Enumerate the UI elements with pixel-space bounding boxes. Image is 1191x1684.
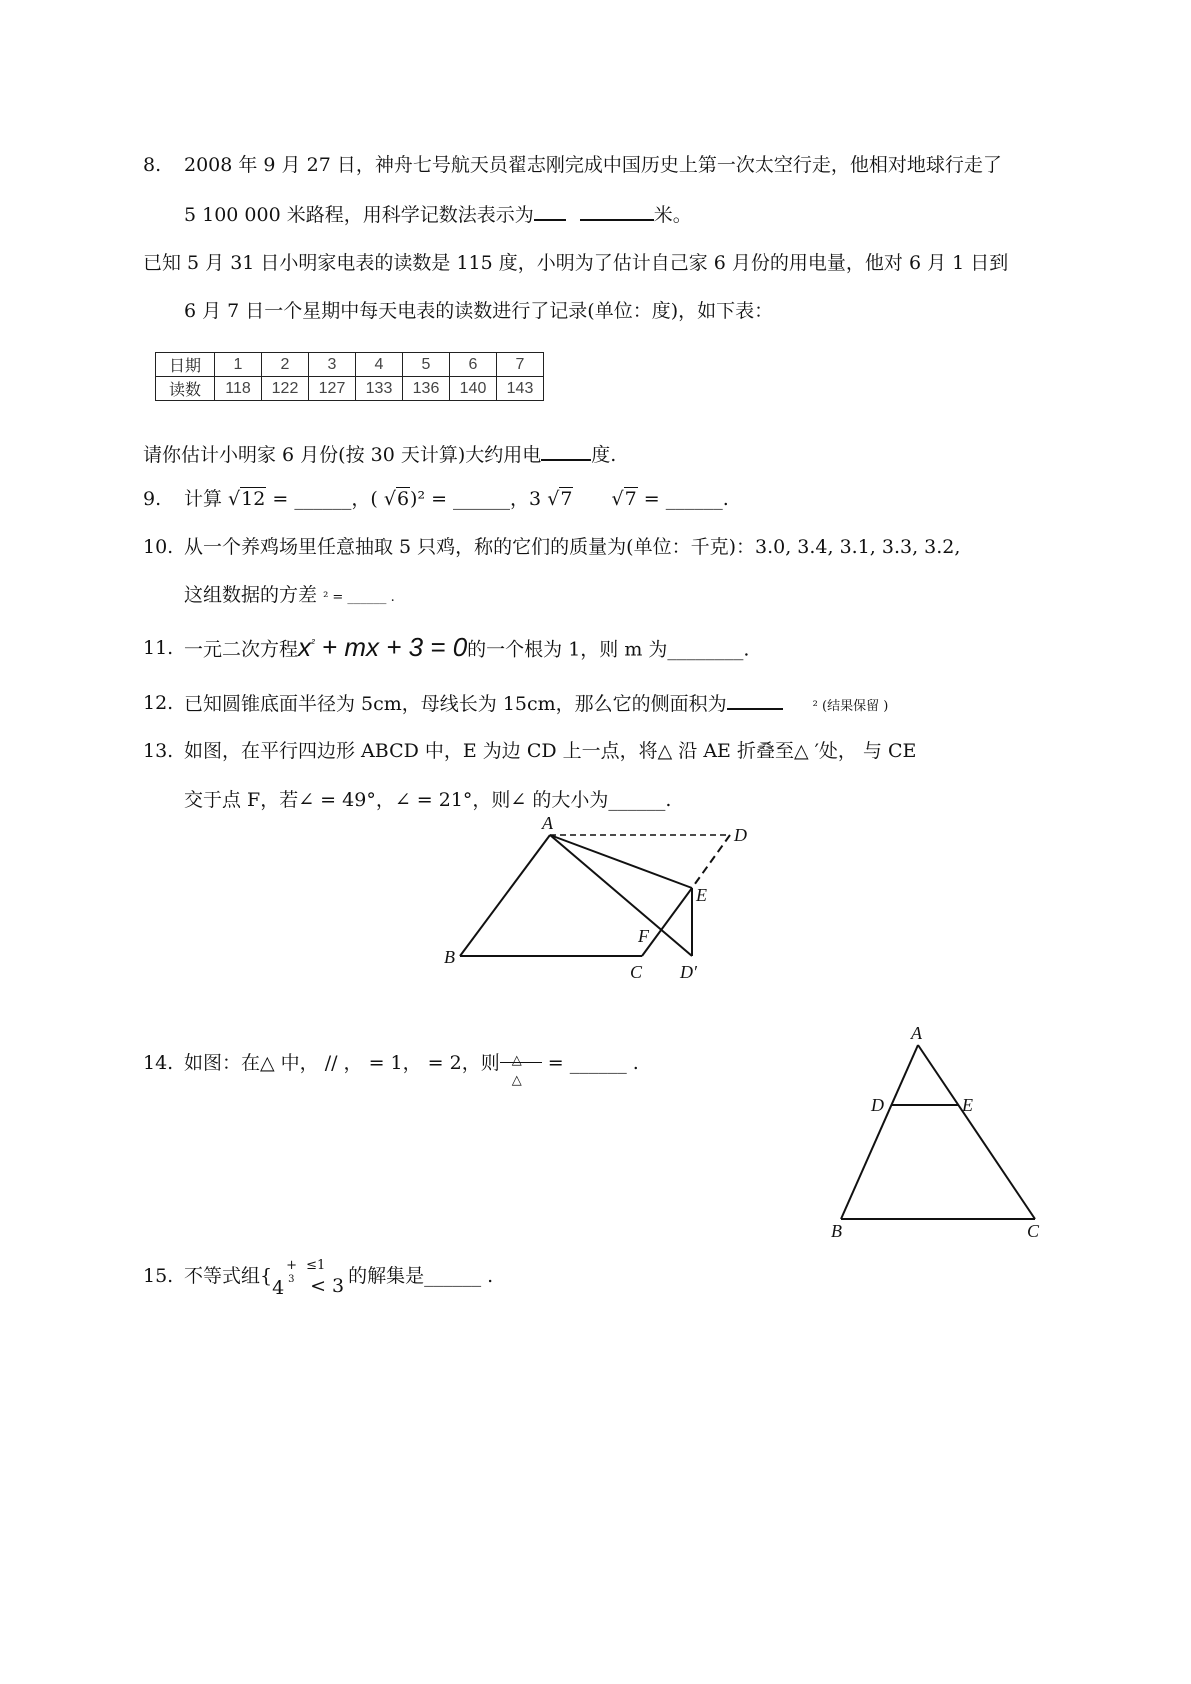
q13-line1: 如图，在平行四边形 ABCD 中，E 为边 CD 上一点，将△ 沿 AE 折叠至△ ′处， 与 CE bbox=[184, 740, 917, 762]
fig13-segment-AD-prime bbox=[550, 835, 692, 956]
table-cell-reading: 133 bbox=[356, 377, 403, 401]
q14-number: 14. bbox=[143, 1052, 174, 1074]
q8-line1: 2008 年 9 月 27 日，神舟七号航天员翟志刚完成中国历史上第一次太空行走，他相对地球行走了 bbox=[184, 154, 1002, 176]
table-row-readings bbox=[156, 377, 544, 401]
q9-radicand-3: 7 bbox=[560, 488, 573, 510]
fig13-label-D: D bbox=[734, 825, 747, 845]
q13-number: 13. bbox=[143, 740, 174, 762]
table-cell-date: 2 bbox=[262, 353, 309, 377]
fig14-segment-AB bbox=[841, 1045, 918, 1219]
q15-bot1: 4 bbox=[272, 1277, 285, 1299]
q14-tail: = ______ . bbox=[541, 1052, 639, 1074]
q14-frac-num: △ bbox=[511, 1053, 522, 1068]
electric-unit: 度. bbox=[591, 444, 617, 466]
q11-number: 11. bbox=[143, 637, 174, 659]
q9-eq3: = ______. bbox=[637, 488, 729, 510]
fig14-segment-AC bbox=[918, 1045, 1035, 1219]
electric-line2: 6 月 7 日一个星期中每天电表的读数进行了记录(单位：度)，如下表： bbox=[184, 300, 774, 322]
q11-eq-rest: + mx + 3 = 0 bbox=[321, 631, 468, 662]
fig13-label-D-prime: D′ bbox=[680, 962, 697, 980]
q11-pre: 一元二次方程 bbox=[184, 638, 299, 661]
table-header-reading: 读数 bbox=[156, 377, 215, 401]
table-cell-date: 7 bbox=[497, 353, 544, 377]
q14-figure bbox=[825, 1025, 1055, 1240]
table-cell-reading: 122 bbox=[262, 377, 309, 401]
table-cell-reading: 140 bbox=[450, 377, 497, 401]
q15-post: 的解集是______ . bbox=[348, 1265, 494, 1287]
q15-pre: 不等式组{ bbox=[184, 1265, 273, 1287]
table-header-date: 日期 bbox=[156, 353, 215, 377]
meter-readings-table bbox=[155, 352, 544, 401]
q12-line bbox=[184, 690, 888, 720]
fig13-label-A: A bbox=[542, 815, 553, 833]
table-cell-reading: 127 bbox=[309, 377, 356, 401]
q8-line2 bbox=[184, 201, 692, 228]
q10-line2-text: 这组数据的方差 bbox=[184, 584, 318, 606]
q11-eq-x: x bbox=[298, 631, 312, 662]
q15-system bbox=[272, 1258, 348, 1299]
table-cell-date: 4 bbox=[356, 353, 403, 377]
q8-answer-blank bbox=[534, 201, 566, 221]
electric-answer-blank bbox=[541, 441, 591, 461]
q8-answer-blank-2 bbox=[580, 201, 654, 221]
table-cell-reading: 136 bbox=[403, 377, 450, 401]
q9-label: 计算 bbox=[184, 488, 223, 510]
q12-answer-blank bbox=[727, 690, 783, 710]
q9-eq1: = ______，( bbox=[266, 488, 378, 510]
q9-eq2: )² = ______，3 bbox=[410, 488, 542, 510]
fig13-segment-AE bbox=[550, 835, 692, 888]
fig14-label-D: D bbox=[871, 1095, 884, 1115]
table-row-dates bbox=[156, 353, 544, 377]
q15-top1: + bbox=[286, 1258, 297, 1273]
q11-eq-sup: ² bbox=[311, 637, 315, 649]
fig13-label-F: F bbox=[638, 926, 649, 946]
q10-number: 10. bbox=[143, 536, 174, 558]
table-cell-reading: 143 bbox=[497, 377, 544, 401]
q8-unit: 米。 bbox=[653, 204, 692, 226]
q14-line bbox=[184, 1050, 639, 1088]
fig13-label-C: C bbox=[630, 962, 643, 980]
q10-line1: 从一个养鸡场里任意抽取 5 只鸡，称的它们的质量为(单位：千克)：3.0, 3.4, 3.1, 3.3, 3.2, bbox=[184, 536, 961, 558]
fig13-segment-DE bbox=[692, 835, 730, 888]
q8-line2-text: 5 100 000 米路程，用科学记数法表示为 bbox=[184, 204, 534, 226]
q14-fraction bbox=[500, 1050, 542, 1088]
electric-line1: 已知 5 月 31 日小明家电表的读数是 115 度，小明为了估计自己家 6 月份的用电量，他对 6 月 1 日到 bbox=[143, 252, 1009, 274]
q9-line: 计算 √12 = ______，( √6)² = ______，3 √7 √7 = ______. bbox=[184, 488, 729, 510]
q14-frac-bar bbox=[500, 1062, 542, 1063]
q13-figure bbox=[430, 815, 760, 980]
table-cell-date: 3 bbox=[309, 353, 356, 377]
table-cell-date: 6 bbox=[450, 353, 497, 377]
fig14-label-E: E bbox=[962, 1095, 973, 1115]
q13-line2: 交于点 F，若∠ = 49°，∠ = 21°，则∠ 的大小为______. bbox=[184, 789, 672, 811]
fig13-label-E: E bbox=[696, 885, 707, 905]
q15-top2: ≤1 bbox=[306, 1258, 326, 1273]
q9-radicand-1: 12 bbox=[241, 488, 266, 510]
fig14-label-A: A bbox=[911, 1025, 922, 1043]
fig13-segment-AB bbox=[460, 835, 550, 956]
electric-question-text: 请你估计小明家 6 月份(按 30 天计算)大约用电 bbox=[143, 444, 542, 466]
q8-number: 8. bbox=[143, 154, 162, 176]
q11-equation bbox=[298, 632, 467, 662]
table-cell-date: 5 bbox=[403, 353, 450, 377]
q12-tail: ² (结果保留 ) bbox=[812, 699, 889, 714]
q15-sub1: 3 bbox=[288, 1274, 295, 1285]
fig13-label-B: B bbox=[444, 947, 455, 967]
q15-line bbox=[184, 1258, 494, 1299]
q9-radicand-2: 6 bbox=[396, 488, 410, 510]
q12-text: 已知圆锥底面半径为 5cm，母线长为 15cm，那么它的侧面积为 bbox=[184, 693, 727, 715]
q9-number: 9. bbox=[143, 488, 162, 510]
q15-number: 15. bbox=[143, 1265, 174, 1287]
fig14-label-B: B bbox=[831, 1221, 842, 1240]
fig14-label-C: C bbox=[1027, 1221, 1040, 1240]
table-cell-date: 1 bbox=[215, 353, 262, 377]
table-cell-reading: 118 bbox=[215, 377, 262, 401]
q15-bot2: < 3 bbox=[310, 1275, 345, 1297]
q11-post: 的一个根为 1，则 m 为________. bbox=[467, 638, 750, 661]
q11-line bbox=[184, 630, 749, 663]
q9-radicand-4: 7 bbox=[624, 488, 637, 510]
q14-frac-den: △ bbox=[511, 1073, 522, 1088]
q14-text: 如图：在△ 中， // ， = 1， = 2，则 bbox=[184, 1052, 500, 1074]
fig13-segment-CE bbox=[642, 888, 692, 956]
electric-question bbox=[143, 441, 616, 468]
q10-variance-eq: ² = ______ . bbox=[323, 590, 395, 605]
q12-number: 12. bbox=[143, 692, 174, 714]
q10-line2 bbox=[184, 582, 395, 611]
